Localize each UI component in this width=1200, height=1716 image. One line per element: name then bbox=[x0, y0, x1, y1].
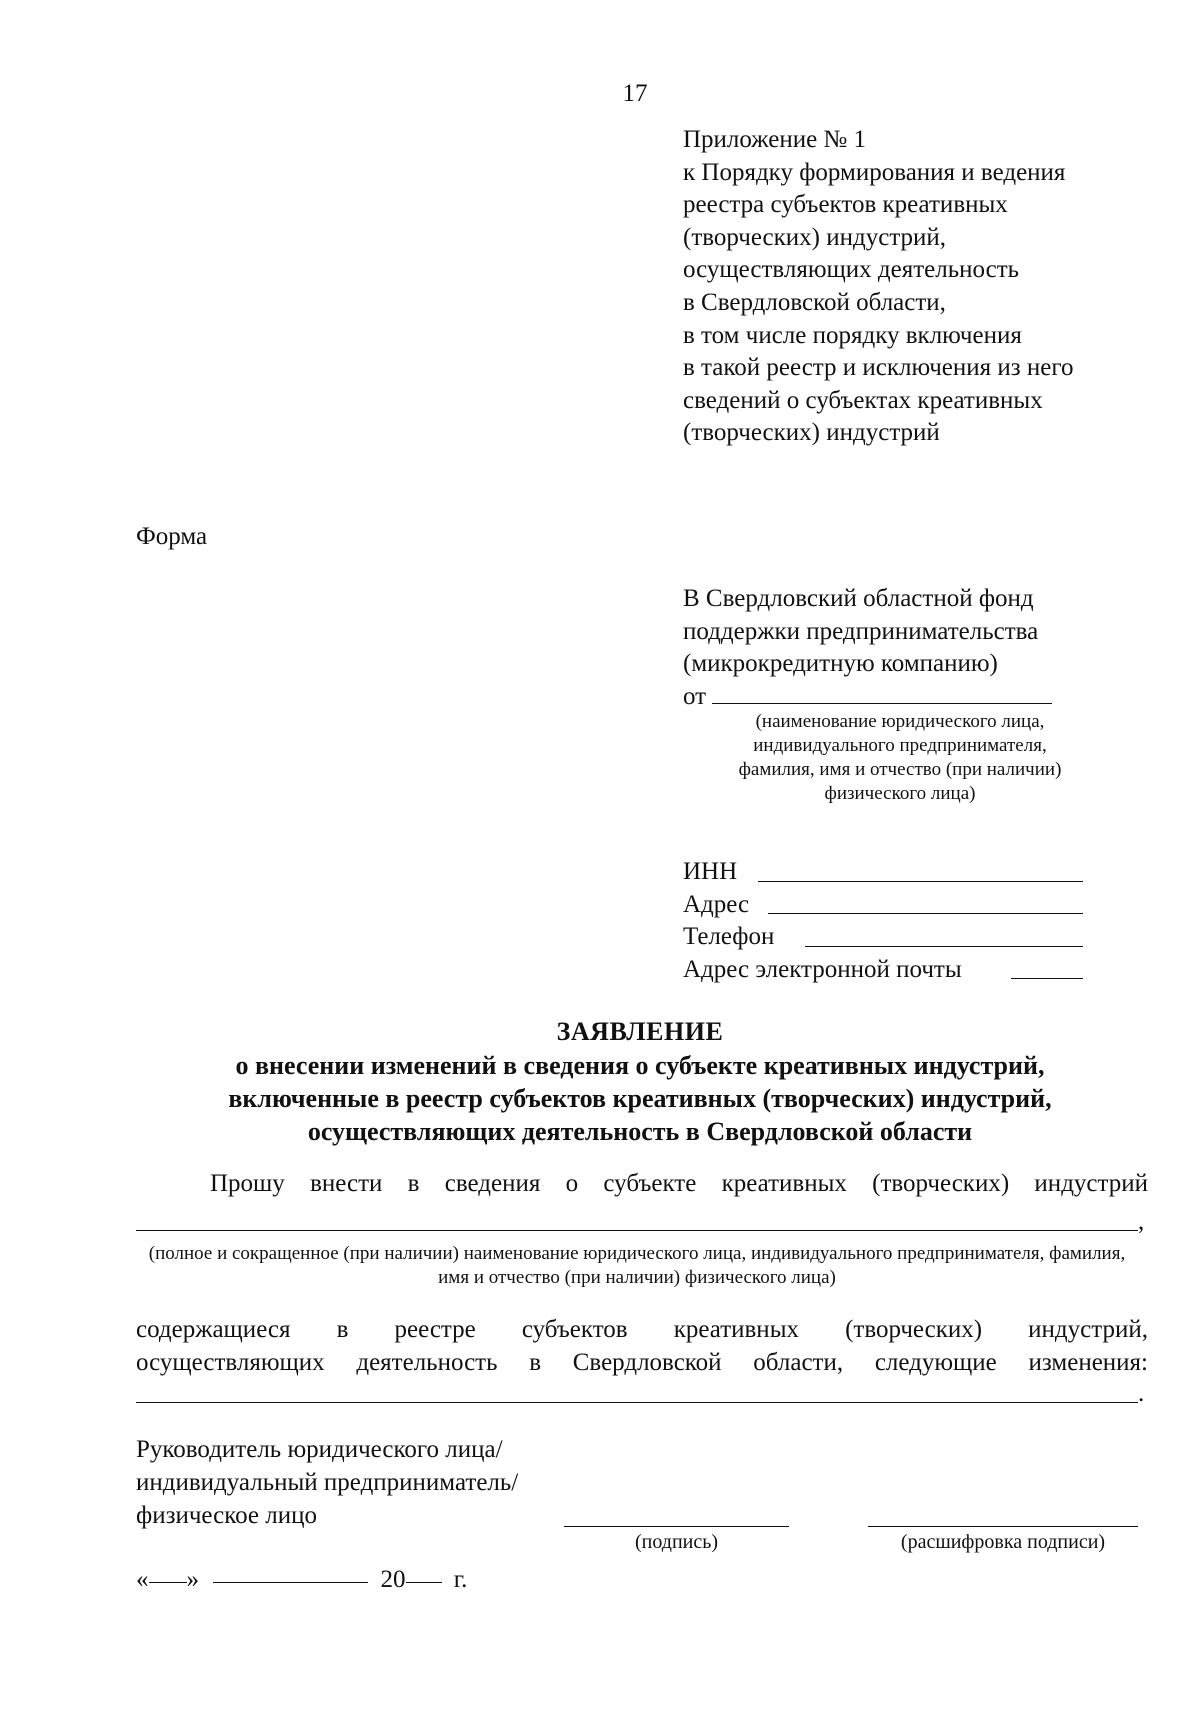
address-label: Адрес bbox=[683, 890, 750, 918]
appendix-line: в том числе порядку включения bbox=[683, 321, 1022, 349]
appendix-line: осуществляющих деятельность bbox=[683, 256, 1020, 284]
date-close-quote: » bbox=[186, 1566, 199, 1593]
subtitle-line: включенные в реестр субъектов креативных (творческих) индустрий, bbox=[228, 1084, 1052, 1113]
changes-paragraph-line1: содержащиеся в реестре субъектов креативных (творческих) индустрий, bbox=[136, 1316, 1148, 1343]
subject-name-blank-line[interactable] bbox=[136, 1230, 1138, 1231]
year-prefix: 20 bbox=[380, 1566, 406, 1593]
inn-blank-line[interactable] bbox=[758, 880, 1083, 882]
signer-block bbox=[136, 1433, 518, 1532]
signature-blank-line[interactable] bbox=[564, 1526, 789, 1527]
from-hint-line: физического лица) bbox=[824, 783, 976, 804]
page-number: 17 bbox=[622, 80, 648, 107]
email-label: Адрес электронной почты bbox=[683, 955, 962, 983]
signature-decoding-blank-line[interactable] bbox=[868, 1526, 1138, 1527]
email-row bbox=[683, 954, 1083, 987]
phone-label: Телефон bbox=[683, 923, 775, 950]
document-subtitle bbox=[0, 1049, 1200, 1148]
subtitle-line: о внесении изменений в сведения о субъекте креативных индустрий, bbox=[235, 1051, 1045, 1080]
from-hint-line: индивидуального предпринимателя, bbox=[753, 735, 1047, 756]
appendix-line: (творческих) индустрий, bbox=[683, 223, 947, 251]
changes-blank-line[interactable] bbox=[136, 1402, 1138, 1403]
year-suffix: г. bbox=[453, 1566, 468, 1593]
request-comma: , bbox=[1138, 1208, 1145, 1235]
from-hint bbox=[680, 710, 1120, 806]
appendix-line: к Порядку формирования и ведения bbox=[683, 158, 1066, 186]
document-title: ЗАЯВЛЕНИЕ bbox=[556, 1017, 724, 1046]
appendix-line: в такой реестр и исключения из него bbox=[683, 354, 1074, 382]
signer-line: Руководитель юридического лица/ bbox=[136, 1436, 503, 1463]
form-label: Форма bbox=[136, 523, 208, 550]
contact-fields bbox=[683, 856, 1083, 986]
subject-name-hint: (полное и сокращенное (при наличии) наименование юридического лица, индивидуального предпринимателя, фамилия, имя и отчество (при наличии) физического лица) bbox=[148, 1243, 1126, 1288]
signature-decoding-caption: (расшифровка подписи) bbox=[900, 1531, 1106, 1553]
day-blank-line[interactable] bbox=[149, 1581, 187, 1583]
address-blank-line[interactable] bbox=[768, 912, 1083, 914]
addressee-line: В Свердловский областной фонд bbox=[683, 585, 1034, 612]
phone-blank-line[interactable] bbox=[805, 945, 1083, 947]
signer-line: индивидуальный предприниматель/ bbox=[136, 1469, 519, 1496]
date-open-quote: « bbox=[136, 1566, 149, 1593]
appendix-line: в Свердловской области, bbox=[683, 288, 946, 316]
subtitle-line: осуществляющих деятельность в Свердловской области bbox=[307, 1117, 973, 1146]
changes-period: . bbox=[1138, 1380, 1145, 1407]
from-label: от bbox=[683, 682, 707, 710]
month-blank-line[interactable] bbox=[213, 1581, 368, 1583]
request-paragraph: Прошу внести в сведения о субъекте креативных (творческих) индустрий bbox=[210, 1170, 1148, 1197]
from-hint-line: (наименование юридического лица, bbox=[755, 711, 1045, 732]
signer-line: физическое лицо bbox=[136, 1502, 317, 1529]
addressee-line: поддержки предпринимательства bbox=[683, 617, 1039, 645]
appendix-line: (творческих) индустрий bbox=[683, 419, 940, 447]
email-blank-line[interactable] bbox=[1011, 977, 1083, 979]
from-blank-line[interactable] bbox=[712, 702, 1052, 704]
appendix-line: реестра субъектов креативных bbox=[683, 191, 1008, 219]
signature-caption: (подпись) bbox=[634, 1531, 719, 1553]
phone-row bbox=[683, 921, 1083, 954]
appendix-line: Приложение № 1 bbox=[683, 126, 867, 153]
year-blank-line[interactable] bbox=[406, 1581, 442, 1583]
address-row bbox=[683, 889, 1083, 922]
date-row bbox=[136, 1566, 467, 1594]
addressee-block bbox=[683, 583, 1052, 713]
appendix-line: сведений о субъектах креативных bbox=[683, 386, 1043, 414]
addressee-line: (микрокредитную компанию) bbox=[683, 650, 998, 677]
appendix-header bbox=[683, 124, 1074, 450]
changes-paragraph-line2: осуществляющих деятельность в Свердловской области, следующие изменения: bbox=[136, 1349, 1148, 1376]
from-row bbox=[683, 681, 1052, 714]
from-hint-line: фамилия, имя и отчество (при наличии) bbox=[738, 759, 1062, 780]
inn-label: ИНН bbox=[683, 858, 738, 885]
inn-row bbox=[683, 856, 1083, 889]
